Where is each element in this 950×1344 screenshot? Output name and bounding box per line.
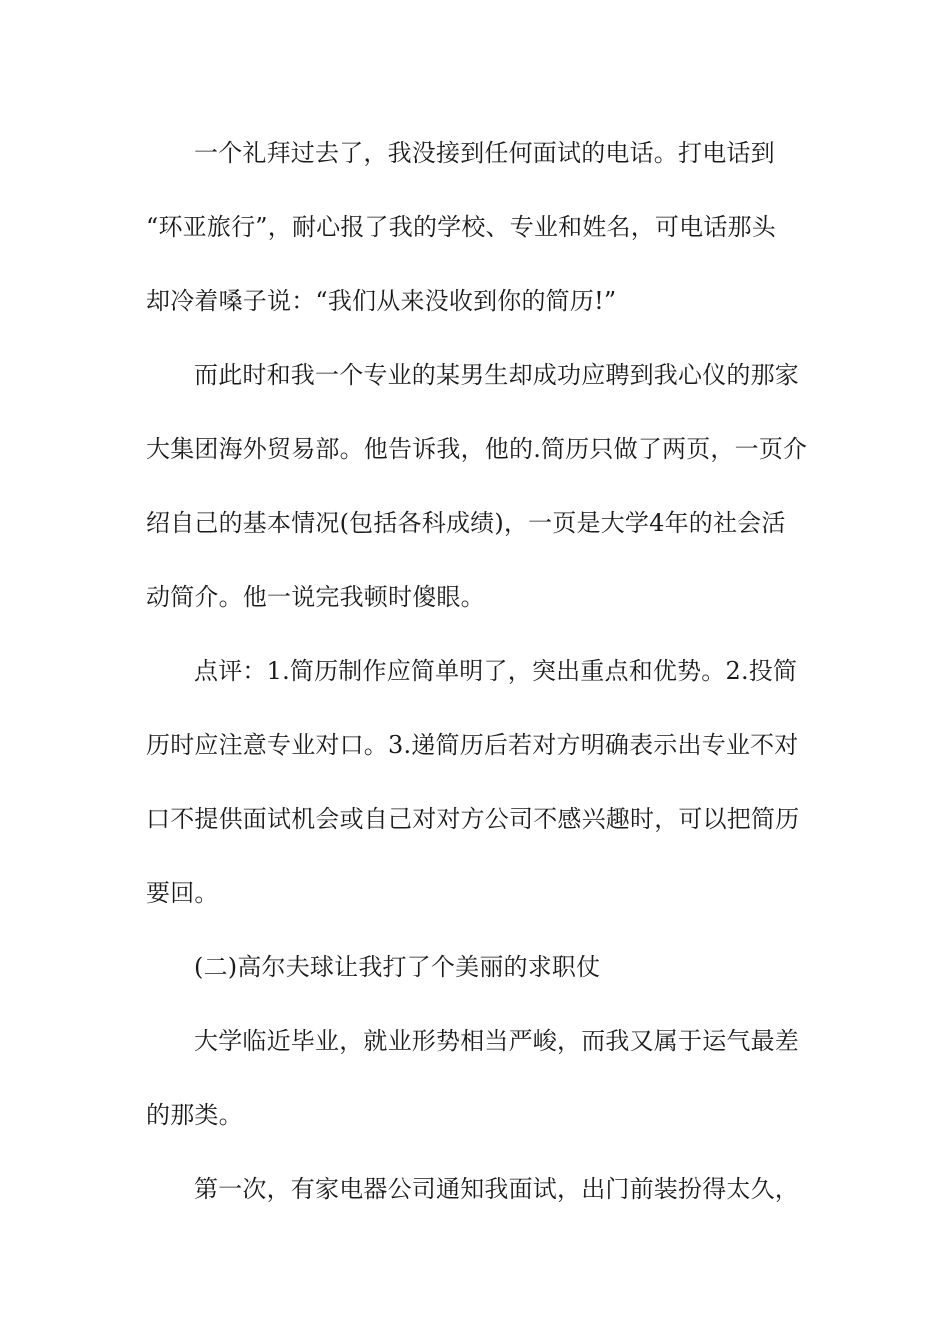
text-line: 大学临近毕业，就业形势相当严峻，而我又属于运气最差 bbox=[194, 1027, 799, 1055]
text-line: 一个礼拜过去了，我没接到任何面试的电话。打电话到 bbox=[194, 139, 775, 167]
text-line: 绍自己的基本情况(包括各科成绩)，一页是大学4年的社会活 bbox=[146, 509, 786, 537]
text-line: 第一次，有家电器公司通知我面试，出门前装扮得太久， bbox=[194, 1175, 799, 1203]
text-line: 要回。 bbox=[146, 879, 219, 907]
document-body bbox=[146, 128, 806, 1238]
text-line: 却冷着嗓子说：“我们从来没收到你的简历!” bbox=[146, 287, 617, 315]
text-line: 口不提供面试机会或自己对对方公司不感兴趣时，可以把简历 bbox=[146, 805, 800, 833]
text-line: 点评：1.简历制作应简单明了，突出重点和优势。2.投简 bbox=[194, 657, 798, 685]
text-line: 历时应注意专业对口。3.递简历后若对方明确表示出专业不对 bbox=[146, 731, 799, 759]
text-line: 大集团海外贸易部。他告诉我，他的.简历只做了两页，一页介 bbox=[146, 435, 808, 463]
text-line: 的那类。 bbox=[146, 1101, 243, 1129]
text-line: 而此时和我一个专业的某男生却成功应聘到我心仪的那家 bbox=[194, 361, 799, 389]
text-line: 动简介。他一说完我顿时傻眼。 bbox=[146, 583, 485, 611]
text-line: “环亚旅行”，耐心报了我的学校、专业和姓名，可电话那头 bbox=[146, 213, 776, 241]
section-heading: (二)高尔夫球让我打了个美丽的求职仗 bbox=[194, 953, 601, 981]
